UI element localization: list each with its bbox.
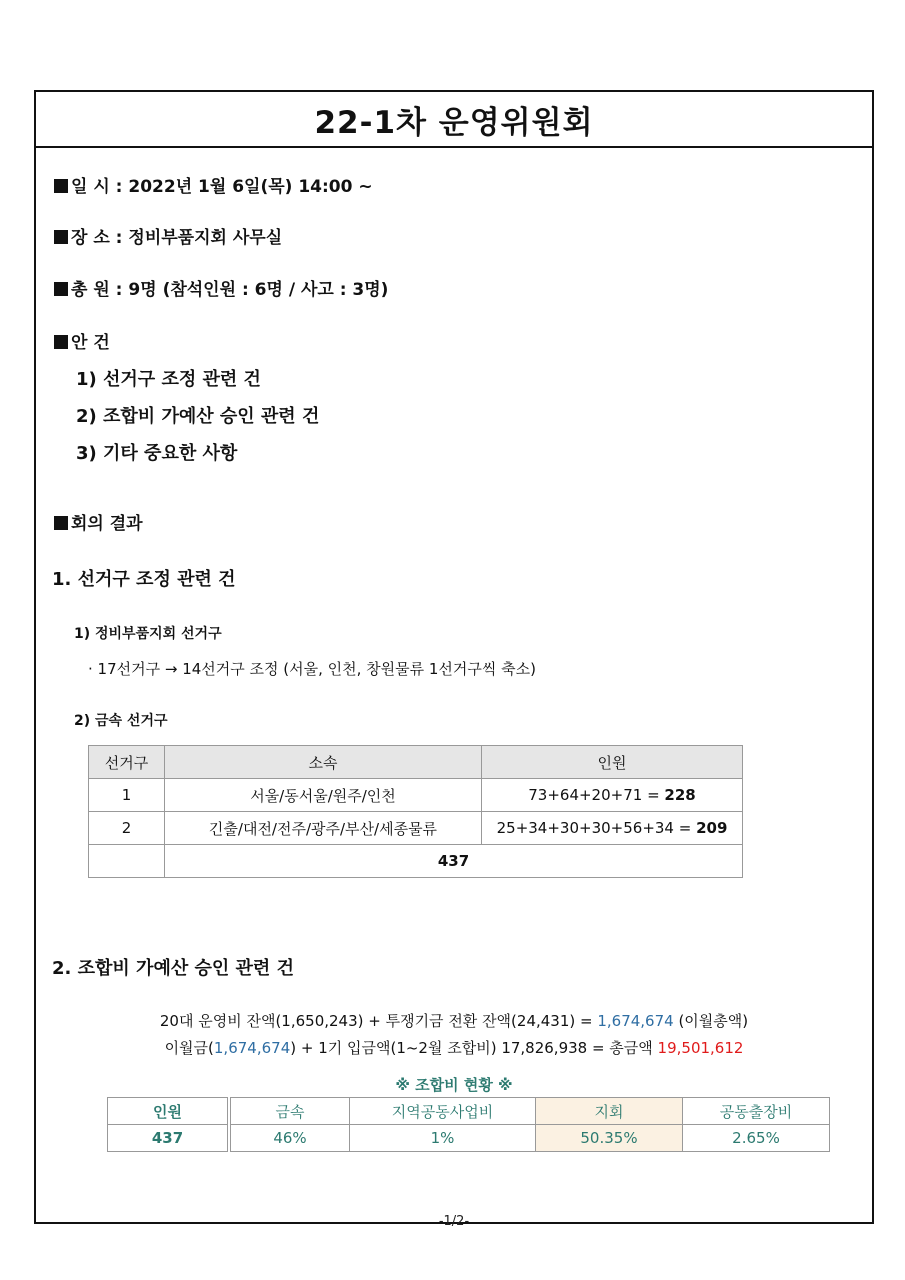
status-header-cell: 금속 bbox=[229, 1098, 350, 1125]
square-bullet-icon bbox=[54, 179, 68, 193]
status-header-cell: 지역공동사업비 bbox=[350, 1098, 536, 1125]
dues-status-title: ※ 조합비 현황 ※ bbox=[395, 1076, 513, 1094]
district-total: 437 bbox=[165, 845, 743, 878]
status-value-cell: 2.65% bbox=[683, 1125, 830, 1152]
district-count: 73+64+20+71 = 228 bbox=[482, 779, 743, 812]
empty-cell bbox=[89, 845, 165, 878]
total-amount: 19,501,612 bbox=[657, 1039, 744, 1057]
header-cell: 인원 bbox=[482, 746, 743, 779]
carryover-amount: 1,674,674 bbox=[213, 1039, 291, 1057]
header-cell: 소속 bbox=[165, 746, 482, 779]
info-datetime: 일 시 : 2022년 1월 6일(목) 14:00 ~ bbox=[54, 172, 373, 197]
district-table bbox=[88, 745, 743, 878]
carryover-line: 20대 운영비 잔액(1,650,243) + 투쟁기금 전환 잔액(24,431) = 1,674,674 (이월총액) bbox=[159, 1012, 749, 1030]
table-row bbox=[89, 779, 743, 812]
table-total-row bbox=[89, 845, 743, 878]
info-place: 장 소 : 정비부품지회 사무실 bbox=[54, 223, 282, 248]
square-bullet-icon bbox=[54, 516, 68, 530]
agenda-heading: 안 건 bbox=[54, 328, 110, 353]
square-bullet-icon bbox=[54, 230, 68, 244]
district-org: 긴출/대전/전주/광주/부산/세종물류 bbox=[165, 812, 482, 845]
page-number: -1/2- bbox=[438, 1214, 470, 1229]
section1-sub2-heading: 2) 금속 선거구 bbox=[74, 713, 168, 729]
section2-heading: 2. 조합비 가예산 승인 관련 건 bbox=[52, 958, 294, 979]
agenda-item: 2) 조합비 가예산 승인 관련 건 bbox=[76, 406, 320, 427]
section1-sub1-heading: 1) 정비부품지회 선거구 bbox=[74, 626, 222, 642]
status-value-cell: 437 bbox=[108, 1125, 230, 1152]
table-row bbox=[89, 812, 743, 845]
carryover-amount: 1,674,674 bbox=[597, 1012, 674, 1030]
status-value-cell: 1% bbox=[350, 1125, 536, 1152]
square-bullet-icon bbox=[54, 282, 68, 296]
status-value-row bbox=[108, 1125, 830, 1152]
district-no: 2 bbox=[89, 812, 165, 845]
district-count: 25+34+30+30+56+34 = 209 bbox=[482, 812, 743, 845]
header-cell: 선거구 bbox=[89, 746, 165, 779]
agenda-item: 1) 선거구 조정 관련 건 bbox=[76, 369, 261, 390]
status-value-cell: 46% bbox=[229, 1125, 350, 1152]
section1-heading: 1. 선거구 조정 관련 건 bbox=[52, 569, 236, 590]
results-heading: 회의 결과 bbox=[54, 509, 143, 534]
table-header-row bbox=[89, 746, 743, 779]
dues-status-table bbox=[107, 1097, 830, 1152]
agenda-item: 3) 기타 중요한 사항 bbox=[76, 443, 238, 464]
district-org: 서울/동서울/원주/인천 bbox=[165, 779, 482, 812]
document-frame bbox=[34, 90, 874, 1229]
document-title: 22-1차 운영위원회 bbox=[314, 104, 594, 141]
district-no: 1 bbox=[89, 779, 165, 812]
status-header-cell: 지회 bbox=[536, 1098, 683, 1125]
status-header-row bbox=[108, 1098, 830, 1125]
status-header-cell: 인원 bbox=[108, 1098, 230, 1125]
section1-sub1-note: · 17선거구 → 14선거구 조정 (서울, 인천, 창원물류 1선거구씩 축소) bbox=[88, 660, 536, 678]
total-line: 이월금(1,674,674) + 1기 입금액(1~2월 조합비) 17,826,938 = 총금액 19,501,612 bbox=[164, 1039, 744, 1057]
square-bullet-icon bbox=[54, 335, 68, 349]
status-header-cell: 공동출장비 bbox=[683, 1098, 830, 1125]
status-value-cell: 50.35% bbox=[536, 1125, 683, 1152]
title-bar bbox=[36, 92, 872, 148]
info-members: 총 원 : 9명 (참석인원 : 6명 / 사고 : 3명) bbox=[54, 275, 388, 300]
